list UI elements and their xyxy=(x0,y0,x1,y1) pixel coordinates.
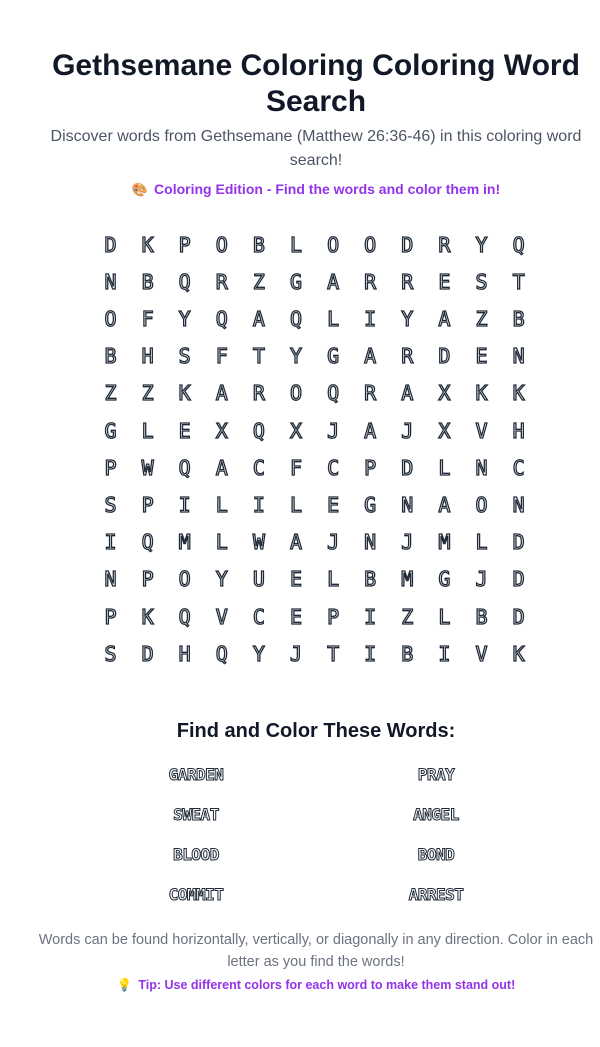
grid-letter[interactable]: Y xyxy=(401,306,414,331)
word-list-heading: Find and Color These Words: xyxy=(176,720,456,742)
grid-letter[interactable]: N xyxy=(104,567,117,592)
grid-letter[interactable]: A xyxy=(252,306,265,331)
grid-letter[interactable]: I xyxy=(252,492,265,517)
grid-letter[interactable]: B xyxy=(104,344,117,369)
grid-letter[interactable]: D xyxy=(512,604,525,629)
grid-letter[interactable]: J xyxy=(475,567,488,592)
grid-letter[interactable]: R xyxy=(401,269,414,294)
grid-letter[interactable]: D xyxy=(141,641,154,666)
grid-letter[interactable]: P xyxy=(327,604,340,629)
grid-letter[interactable]: N xyxy=(475,455,488,480)
grid-letter[interactable]: Q xyxy=(178,455,191,480)
grid-letter[interactable]: V xyxy=(215,604,228,629)
grid-letter[interactable]: Z xyxy=(104,381,117,406)
grid-letter[interactable]: N xyxy=(512,344,525,369)
word-item: SWEAT xyxy=(173,805,219,824)
grid-letter[interactable]: Y xyxy=(252,641,265,666)
grid-letter[interactable]: Z xyxy=(141,381,154,406)
grid-letter[interactable]: A xyxy=(215,381,228,406)
word-item: BOND xyxy=(417,845,455,864)
grid-letter[interactable]: V xyxy=(475,641,488,666)
grid-letter[interactable]: G xyxy=(438,567,451,592)
grid-letter[interactable]: E xyxy=(178,418,191,443)
grid-letter[interactable]: J xyxy=(327,418,340,443)
grid-letter[interactable]: O xyxy=(327,232,340,257)
tip-label: Tip: Use different colors for each word to make them stand out! xyxy=(138,978,516,992)
grid-letter[interactable]: T xyxy=(252,344,265,369)
grid-letter[interactable]: P xyxy=(141,567,154,592)
grid-letter[interactable]: R xyxy=(438,232,451,257)
grid-letter[interactable]: M xyxy=(438,530,451,555)
grid-letter[interactable]: C xyxy=(252,604,265,629)
word-item: ARREST xyxy=(408,885,464,904)
grid-letter[interactable]: L xyxy=(289,232,303,257)
grid-letter[interactable]: Z xyxy=(252,269,265,294)
grid-letter[interactable]: O xyxy=(364,232,377,257)
grid-letter[interactable]: R xyxy=(401,344,414,369)
page-title: Gethsemane Coloring Coloring Word Search xyxy=(52,49,580,118)
grid-letter[interactable]: N xyxy=(104,269,117,294)
grid-letter[interactable]: X xyxy=(289,418,303,443)
grid-letter[interactable]: B xyxy=(364,567,377,592)
grid-letter[interactable]: L xyxy=(327,567,340,592)
grid-letter[interactable]: N xyxy=(364,530,377,555)
grid-letter[interactable]: Q xyxy=(252,418,265,443)
word-item: GARDEN xyxy=(168,765,224,784)
grid-letter[interactable]: E xyxy=(289,567,303,592)
grid-letter[interactable]: R xyxy=(364,381,377,406)
grid-letter[interactable]: J xyxy=(289,641,303,666)
grid-letter[interactable]: K xyxy=(178,381,191,406)
grid-letter[interactable]: E xyxy=(438,269,451,294)
grid-letter[interactable]: Q xyxy=(289,306,303,331)
grid-letter[interactable]: L xyxy=(141,418,154,443)
word-item: COMMIT xyxy=(168,885,224,904)
grid-letter[interactable]: A xyxy=(364,418,377,443)
grid-letter[interactable]: Y xyxy=(178,306,191,331)
grid-letter[interactable]: W xyxy=(141,455,154,480)
grid-letter[interactable]: S xyxy=(178,344,191,369)
grid-letter[interactable]: C xyxy=(512,455,525,480)
grid-letter[interactable]: X xyxy=(438,418,451,443)
grid-letter[interactable]: G xyxy=(104,418,117,443)
grid-letter[interactable]: Y xyxy=(215,567,228,592)
grid-letter[interactable]: L xyxy=(438,604,451,629)
grid-letter[interactable]: L xyxy=(475,530,488,555)
grid-letter[interactable]: H xyxy=(512,418,525,443)
grid-letter[interactable]: Q xyxy=(215,641,228,666)
tip-text xyxy=(30,975,600,995)
grid-letter[interactable]: O xyxy=(289,381,303,406)
grid-letter[interactable]: L xyxy=(327,306,340,331)
grid-letter[interactable]: Y xyxy=(475,232,488,257)
grid-letter[interactable]: N xyxy=(512,492,525,517)
grid-letter[interactable]: L xyxy=(289,492,303,517)
grid-letter[interactable]: O xyxy=(215,232,228,257)
grid-letter[interactable]: M xyxy=(178,530,191,555)
grid-letter[interactable]: T xyxy=(327,641,340,666)
grid-letter[interactable]: G xyxy=(327,344,340,369)
grid-letter[interactable]: R xyxy=(215,269,228,294)
grid-letter[interactable]: R xyxy=(364,269,377,294)
grid-letter[interactable]: U xyxy=(252,567,265,592)
grid-letter[interactable]: J xyxy=(401,530,414,555)
grid-letter[interactable]: P xyxy=(104,604,117,629)
grid-letter[interactable]: M xyxy=(401,567,414,592)
grid-letter[interactable]: I xyxy=(438,641,451,666)
grid-letter[interactable]: S xyxy=(104,641,117,666)
palette-icon: 🎨 xyxy=(131,182,149,197)
grid-letter[interactable]: H xyxy=(178,641,191,666)
grid-letter[interactable]: K xyxy=(512,381,525,406)
edition-banner xyxy=(30,179,600,200)
grid-letter[interactable]: A xyxy=(327,269,340,294)
grid-letter[interactable]: G xyxy=(289,269,303,294)
grid-letter[interactable]: D xyxy=(512,567,525,592)
grid-letter[interactable]: P xyxy=(141,492,154,517)
word-item: BLOOD xyxy=(173,845,219,864)
grid-letter[interactable]: I xyxy=(364,641,377,666)
grid-letter[interactable]: F xyxy=(141,306,154,331)
grid-letter[interactable]: Z xyxy=(475,306,488,331)
grid-letter[interactable]: W xyxy=(252,530,265,555)
grid-letter[interactable]: A xyxy=(364,344,377,369)
word-search-grid xyxy=(92,226,537,674)
grid-letter[interactable]: I xyxy=(178,492,191,517)
grid-letter[interactable]: I xyxy=(364,604,377,629)
grid-letter[interactable]: J xyxy=(327,530,340,555)
grid-letter[interactable]: J xyxy=(401,418,414,443)
grid-letter[interactable]: B xyxy=(401,641,414,666)
grid-letter[interactable]: F xyxy=(289,455,303,480)
grid-letter[interactable]: N xyxy=(401,492,414,517)
grid-letter[interactable]: Q xyxy=(141,530,154,555)
word-item: PRAY xyxy=(417,765,455,784)
grid-letter[interactable]: D xyxy=(512,530,525,555)
grid-letter[interactable]: A xyxy=(215,455,228,480)
grid-letter[interactable]: E xyxy=(289,604,303,629)
grid-letter[interactable]: L xyxy=(438,455,451,480)
instructions-text: Words can be found horizontally, vertically, or diagonally in any direction. Color in each letter as you find the words! xyxy=(38,932,594,970)
grid-letter[interactable]: A xyxy=(401,381,414,406)
grid-letter[interactable]: P xyxy=(364,455,377,480)
grid-letter[interactable]: C xyxy=(252,455,265,480)
grid-letter[interactable]: D xyxy=(438,344,451,369)
grid-letter[interactable]: D xyxy=(104,232,117,257)
grid-letter[interactable]: B xyxy=(512,306,525,331)
grid-letter[interactable]: S xyxy=(104,492,117,517)
grid-letter[interactable]: K xyxy=(141,232,154,257)
grid-letter[interactable]: I xyxy=(364,306,377,331)
grid-letter[interactable]: L xyxy=(215,492,228,517)
grid-letter[interactable]: P xyxy=(104,455,117,480)
grid-letter[interactable]: B xyxy=(141,269,154,294)
grid-letter[interactable]: D xyxy=(401,455,414,480)
grid-letter[interactable]: X xyxy=(215,418,228,443)
grid-letter[interactable]: D xyxy=(401,232,414,257)
grid-letter[interactable]: A xyxy=(438,492,451,517)
grid-letter[interactable]: R xyxy=(252,381,265,406)
grid-letter[interactable]: Q xyxy=(178,604,191,629)
grid-letter[interactable]: K xyxy=(141,604,154,629)
grid-letter[interactable]: A xyxy=(438,306,451,331)
grid-letter[interactable]: T xyxy=(512,269,525,294)
grid-letter[interactable]: Q xyxy=(512,232,525,257)
grid-letter[interactable]: B xyxy=(252,232,265,257)
grid-letter[interactable]: Y xyxy=(289,344,303,369)
grid-letter[interactable]: K xyxy=(475,381,488,406)
grid-letter[interactable]: L xyxy=(215,530,228,555)
edition-text: Coloring Edition - Find the words and color them in! xyxy=(154,181,501,197)
grid-letter[interactable]: Q xyxy=(327,381,340,406)
page-subtitle: Discover words from Gethsemane (Matthew 26:36-46) in this coloring word search! xyxy=(50,128,582,169)
grid-letter[interactable]: E xyxy=(327,492,340,517)
grid-letter[interactable]: I xyxy=(104,530,117,555)
grid-letter[interactable]: P xyxy=(178,232,191,257)
grid-letter[interactable]: F xyxy=(215,344,228,369)
grid-letter[interactable]: K xyxy=(512,641,525,666)
grid-letter[interactable]: H xyxy=(141,344,154,369)
grid-letter[interactable]: O xyxy=(475,492,488,517)
grid-letter[interactable]: B xyxy=(475,604,488,629)
grid-letter[interactable]: G xyxy=(364,492,377,517)
grid-letter[interactable]: V xyxy=(475,418,488,443)
grid-letter[interactable]: E xyxy=(475,344,488,369)
lightbulb-icon: 💡 xyxy=(116,978,133,992)
grid-letter[interactable]: Q xyxy=(178,269,191,294)
grid-letter[interactable]: A xyxy=(289,530,303,555)
word-item: ANGEL xyxy=(413,805,459,824)
grid-letter[interactable]: C xyxy=(327,455,340,480)
grid-letter[interactable]: S xyxy=(475,269,488,294)
grid-letter[interactable]: O xyxy=(178,567,191,592)
grid-letter[interactable]: X xyxy=(438,381,451,406)
grid-letter[interactable]: Z xyxy=(401,604,414,629)
grid-letter[interactable]: O xyxy=(104,306,117,331)
grid-letter[interactable]: Q xyxy=(215,306,228,331)
